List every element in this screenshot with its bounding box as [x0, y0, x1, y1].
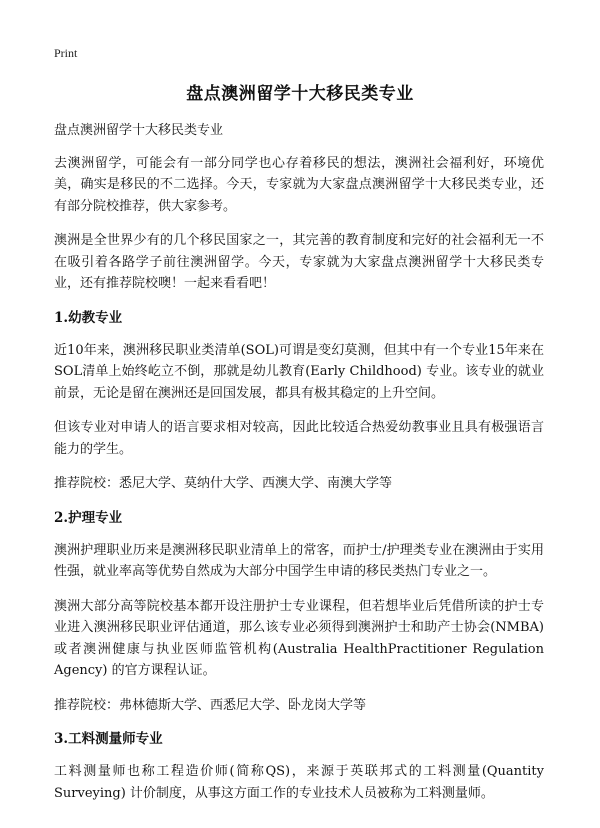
section-heading-early-childhood: 1.幼教专业 — [54, 309, 123, 326]
section-2-paragraph-2: 澳洲大部分高等院校基本都开设注册护士专业课程，但若想毕业后凭借所读的护士专业进入澳洲移民职业评估通道，那么该专业必须得到澳洲护士和助产士协会(NMBA)或者澳洲健康与执业医师监管机构(Australia HealthPractitioner Regulation Agency) 的官方课程认证。 — [54, 598, 544, 678]
intro-paragraph-2: 澳洲是全世界少有的几个移民国家之一，其完善的教育制度和完好的社会福利无一不在吸引着各路学子前往澳洲留学。今天，专家就为大家盘点澳洲留学十大移民类专业，还有推荐院校噢！一起来看看吧！ — [54, 233, 544, 291]
article-body — [54, 120, 544, 817]
section-3-paragraph-1: 工料测量师也称工程造价师(简称QS)，来源于英联邦式的工料测量(Quantity Surveying) 计价制度，从事这方面工作的专业技术人员被称为工料测量师。 — [54, 764, 544, 801]
print-link[interactable]: Print — [54, 46, 78, 60]
page-title: 盘点澳洲留学十大移民类专业 — [186, 84, 414, 104]
section-1-paragraph-2: 但该专业对申请人的语言要求相对较高，因此比较适合热爱幼教事业且具有极强语言能力的学生。 — [54, 420, 544, 457]
section-1-paragraph-1: 近10年来，澳洲移民职业类清单(SOL)可谓是变幻莫测，但其中有一个专业15年来在SOL清单上始终屹立不倒，那就是幼儿教育(Early Childhood) 专业。该专业的就业前景，无论是留在澳洲还是回国发展，都具有极其稳定的上升空间。 — [54, 342, 544, 401]
intro-paragraph-1: 去澳洲留学，可能会有一部分同学也心存着移民的想法，澳洲社会福利好，环境优美，确实是移民的不二选择。今天，专家就为大家盘点澳洲留学十大移民类专业，还有部分院校推荐，供大家参考。 — [54, 155, 544, 214]
section-2-paragraph-1: 澳洲护理职业历来是澳洲移民职业清单上的常客，而护士/护理类专业在澳洲由于实用性强，就业率高等优势自然成为大部分中国学生申请的移民类热门专业之一。 — [54, 542, 544, 579]
section-1-recommended-schools: 推荐院校：悉尼大学、莫纳什大学、西澳大学、南澳大学等 — [54, 476, 393, 491]
section-heading-nursing: 2.护理专业 — [54, 509, 123, 526]
section-heading-quantity-surveying: 3.工料测量师专业 — [54, 731, 163, 747]
section-2-recommended-schools: 推荐院校：弗林德斯大学、西悉尼大学、卧龙岗大学等 — [54, 697, 367, 713]
article-subtitle: 盘点澳洲留学十大移民类专业 — [54, 123, 224, 138]
